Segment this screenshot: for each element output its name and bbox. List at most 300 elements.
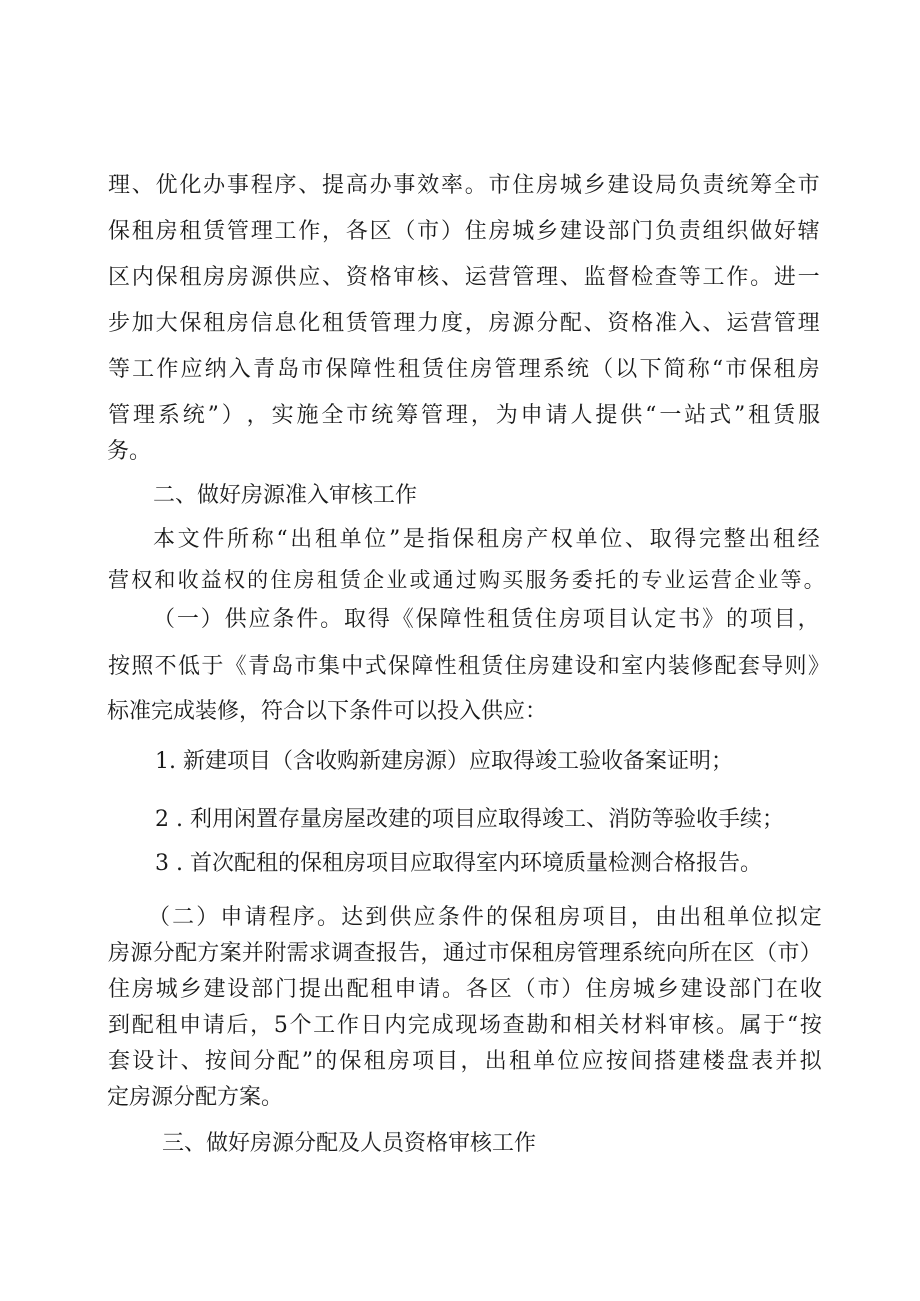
glyph: 托 — [594, 568, 616, 592]
glyph: 权 — [550, 527, 573, 552]
glyph: 请 — [545, 403, 568, 428]
glyph: 筹 — [396, 403, 419, 428]
glyph: 5 — [273, 1013, 288, 1038]
glyph: 运 — [726, 311, 749, 336]
glyph: 所 — [688, 941, 711, 966]
glyph: ） — [561, 977, 584, 1002]
glyph: 房 — [558, 905, 581, 930]
glyph: 和 — [597, 654, 620, 679]
glyph: 市 — [488, 173, 511, 198]
glyph: 房 — [387, 1049, 410, 1074]
glyph: 一 — [797, 265, 820, 290]
glyph: 房 — [797, 357, 820, 382]
glyph: 市 — [487, 941, 510, 966]
glyph: ” — [301, 1049, 313, 1074]
glyph: “ — [645, 403, 657, 428]
glyph: 城 — [155, 977, 178, 1002]
glyph: 一 — [176, 607, 199, 632]
glyph: 租 — [203, 311, 226, 336]
glyph: 保 — [509, 941, 532, 966]
glyph: ， — [630, 905, 653, 930]
glyph: 查 — [654, 265, 677, 290]
glyph: 和 — [154, 568, 176, 592]
glyph: 经 — [797, 527, 820, 552]
glyph: 的 — [726, 607, 749, 632]
glyph: 拟 — [775, 905, 798, 930]
glyph: 提 — [298, 977, 321, 1002]
glyph: 供 — [389, 905, 412, 930]
glyph: 理 — [518, 357, 541, 382]
glyph: 城 — [559, 173, 582, 198]
glyph: 房 — [470, 357, 493, 382]
glyph: ， — [420, 941, 443, 966]
glyph: 益 — [200, 568, 222, 592]
paragraph-line — [0, 939, 920, 969]
paragraph-line — [0, 217, 920, 247]
glyph: ） — [799, 941, 822, 966]
glyph: 工 — [702, 265, 725, 290]
glyph: 业 — [386, 568, 408, 592]
paragraph-line — [0, 605, 920, 635]
glyph: 住 — [504, 654, 527, 679]
glyph: 导 — [761, 654, 784, 679]
glyph: 收 — [177, 568, 199, 592]
glyph: 房 — [501, 527, 524, 552]
glyph: 房 — [155, 219, 178, 244]
glyph: 不 — [154, 654, 177, 679]
glyph: 管 — [773, 311, 796, 336]
glyph: 责 — [678, 219, 701, 244]
glyph: 过 — [465, 941, 488, 966]
glyph: “ — [711, 357, 724, 382]
glyph: 住 — [446, 357, 469, 382]
glyph: 供 — [620, 403, 643, 428]
glyph: 事 — [226, 173, 249, 198]
glyph: 套 — [108, 1049, 131, 1074]
glyph: 应 — [248, 607, 271, 632]
paragraph-line: 定房源分配方案。 — [107, 1085, 284, 1110]
glyph: 保 — [179, 311, 202, 336]
glyph: 大 — [155, 311, 178, 336]
glyph: 租 — [748, 403, 771, 428]
glyph: 租 — [508, 1049, 531, 1074]
glyph: 分 — [536, 311, 559, 336]
glyph: 收 — [799, 977, 822, 1002]
glyph: 按 — [108, 654, 131, 679]
glyph: 租 — [531, 941, 554, 966]
glyph: 建 — [607, 173, 630, 198]
glyph: 保 — [749, 357, 772, 382]
glyph: 以 — [615, 357, 638, 382]
glyph: 配 — [131, 1013, 154, 1038]
glyph: 、 — [702, 311, 725, 336]
glyph: 市 — [294, 654, 317, 679]
glyph: 赁 — [422, 357, 445, 382]
glyph: 则 — [784, 654, 807, 679]
glyph: 向 — [665, 941, 688, 966]
glyph: 督 — [607, 265, 630, 290]
glyph: 设 — [704, 977, 727, 1002]
glyph: 息 — [274, 311, 297, 336]
glyph: 完 — [698, 527, 721, 552]
glyph: 源 — [512, 311, 535, 336]
glyph: 保 — [325, 357, 348, 382]
glyph: 房 — [527, 654, 550, 679]
glyph: 定 — [799, 905, 822, 930]
glyph: 。 — [803, 568, 825, 592]
glyph: ， — [470, 403, 493, 428]
glyph: 保 — [387, 654, 410, 679]
glyph: 。 — [316, 905, 339, 930]
glyph: 取 — [344, 607, 367, 632]
glyph: 认 — [630, 607, 653, 632]
glyph: 项 — [582, 607, 605, 632]
glyph: 、 — [583, 311, 606, 336]
glyph: 出 — [484, 1049, 507, 1074]
glyph: 应 — [413, 905, 436, 930]
glyph: 中 — [341, 654, 364, 679]
paragraph-line — [0, 1047, 920, 1077]
glyph: 案 — [219, 941, 242, 966]
glyph: 营 — [750, 311, 773, 336]
glyph: 全 — [321, 403, 344, 428]
glyph: 房 — [554, 941, 577, 966]
glyph: 租 — [370, 977, 393, 1002]
glyph: 由 — [654, 905, 677, 930]
glyph: （ — [513, 977, 536, 1002]
glyph: 属 — [739, 1013, 762, 1038]
glyph: ， — [797, 607, 820, 632]
glyph: 盘 — [726, 1049, 749, 1074]
glyph: 运 — [464, 265, 487, 290]
glyph: 障 — [439, 607, 462, 632]
glyph: 书 — [678, 607, 701, 632]
glyph: 业 — [757, 568, 779, 592]
glyph: ” — [207, 403, 219, 428]
glyph: 管 — [226, 219, 249, 244]
glyph: 高 — [345, 173, 368, 198]
glyph: 检 — [631, 265, 654, 290]
glyph: 房 — [203, 265, 226, 290]
glyph: 房 — [488, 311, 511, 336]
glyph: 市 — [725, 357, 748, 382]
paragraph-line: 务。 — [107, 439, 152, 464]
glyph: 序 — [274, 173, 297, 198]
glyph: 市 — [537, 977, 560, 1002]
glyph: 保 — [415, 607, 438, 632]
glyph: 组 — [702, 219, 725, 244]
glyph: 告 — [398, 941, 421, 966]
glyph: （ — [591, 357, 614, 382]
glyph: 责 — [702, 173, 725, 198]
glyph: 务 — [548, 568, 570, 592]
glyph: 作 — [298, 219, 321, 244]
glyph: 间 — [630, 1049, 653, 1074]
glyph: 式 — [709, 403, 732, 428]
glyph: 办 — [369, 173, 392, 198]
glyph: 保 — [452, 527, 475, 552]
glyph: 按 — [204, 1049, 227, 1074]
glyph: 设 — [132, 1049, 155, 1074]
glyph: 资 — [607, 311, 630, 336]
glyph: 修 — [691, 654, 714, 679]
glyph: 事 — [393, 173, 416, 198]
glyph: 现 — [455, 1013, 478, 1038]
glyph: 条 — [437, 905, 460, 930]
glyph: 日 — [360, 1013, 383, 1038]
glyph: 买 — [502, 568, 524, 592]
glyph: 求 — [308, 941, 331, 966]
glyph: 楼 — [702, 1049, 725, 1074]
glyph: 建 — [551, 654, 574, 679]
glyph: 服 — [797, 403, 820, 428]
glyph: 城 — [512, 219, 535, 244]
glyph: 率 — [440, 173, 463, 198]
glyph: 设 — [227, 977, 250, 1002]
glyph: 建 — [203, 977, 226, 1002]
section-heading: 三、做好房源分配及人员资格审核工作 — [162, 1131, 537, 1156]
glyph: 套 — [737, 654, 760, 679]
glyph: 服 — [525, 568, 547, 592]
glyph: 统 — [726, 173, 749, 198]
glyph: 度 — [440, 311, 463, 336]
glyph: 查 — [502, 1013, 525, 1038]
glyph: 目 — [606, 905, 629, 930]
glyph: 赁 — [345, 311, 368, 336]
glyph: 或 — [409, 568, 431, 592]
glyph: 整 — [723, 527, 746, 552]
glyph: 部 — [251, 977, 274, 1002]
glyph: （ — [393, 219, 416, 244]
glyph: 租 — [179, 219, 202, 244]
glyph: 租 — [131, 219, 154, 244]
glyph: 装 — [667, 654, 690, 679]
glyph: 单 — [727, 905, 750, 930]
glyph: 运 — [687, 568, 709, 592]
glyph: 个 — [289, 1013, 312, 1038]
glyph: 调 — [331, 941, 354, 966]
glyph: 租 — [703, 905, 726, 930]
glyph: 称 — [687, 357, 710, 382]
glyph: 过 — [455, 568, 477, 592]
glyph: 出 — [748, 527, 771, 552]
glyph: 市 — [301, 357, 324, 382]
glyph: 障 — [411, 654, 434, 679]
glyph: 区 — [732, 941, 755, 966]
glyph: 请 — [418, 977, 441, 1002]
glyph: ， — [464, 311, 487, 336]
glyph: 乡 — [536, 219, 559, 244]
glyph: 设 — [583, 219, 606, 244]
glyph: 位 — [751, 905, 774, 930]
glyph: 监 — [583, 265, 606, 290]
glyph: 在 — [776, 977, 799, 1002]
glyph: 住 — [464, 219, 487, 244]
glyph: 入 — [228, 357, 251, 382]
glyph: 勘 — [526, 1013, 549, 1038]
glyph: 营 — [488, 265, 511, 290]
glyph: 区 — [108, 265, 131, 290]
glyph: 成 — [431, 1013, 454, 1038]
glyph: 设 — [574, 654, 597, 679]
glyph: ” — [388, 527, 401, 552]
glyph: 为 — [495, 403, 518, 428]
glyph: 租 — [773, 357, 796, 382]
glyph: 房 — [558, 607, 581, 632]
glyph: 房 — [226, 265, 249, 290]
glyph: 。 — [464, 173, 487, 198]
glyph: 性 — [463, 607, 486, 632]
paragraph-line — [0, 565, 920, 595]
glyph: 得 — [367, 607, 390, 632]
glyph: （ — [755, 941, 778, 966]
glyph: ） — [440, 219, 463, 244]
glyph: 系 — [157, 403, 180, 428]
list-item: 3 . 首次配租的保租房项目应取得室内环境质量检测合格报告。 — [155, 851, 762, 876]
glyph: 审 — [668, 1013, 691, 1038]
glyph: 。 — [715, 1013, 738, 1038]
glyph: 照 — [131, 654, 154, 679]
glyph: 件 — [202, 527, 225, 552]
glyph: 辖 — [797, 219, 820, 244]
glyph: （ — [153, 607, 176, 632]
glyph: 管 — [108, 403, 131, 428]
glyph: 相 — [573, 1013, 596, 1038]
glyph: ） — [196, 905, 219, 930]
glyph: 建 — [559, 219, 582, 244]
paragraph-line — [0, 171, 920, 201]
glyph: 管 — [369, 311, 392, 336]
glyph: 租 — [322, 311, 345, 336]
glyph: 租 — [363, 1049, 386, 1074]
paragraph-line — [0, 975, 920, 1005]
glyph: 准 — [654, 311, 677, 336]
glyph: 住 — [512, 173, 535, 198]
glyph: 赁 — [481, 654, 504, 679]
glyph: 一 — [659, 403, 682, 428]
glyph: 《 — [224, 654, 247, 679]
glyph: ” — [734, 403, 746, 428]
glyph: 件 — [296, 607, 319, 632]
glyph: 工 — [313, 1013, 336, 1038]
glyph: 的 — [315, 1049, 338, 1074]
glyph: 房 — [226, 311, 249, 336]
glyph: 称 — [251, 527, 274, 552]
glyph: 租 — [155, 1013, 178, 1038]
glyph: 申 — [394, 977, 417, 1002]
glyph: 》 — [807, 654, 830, 679]
glyph: 式 — [364, 654, 387, 679]
glyph: 住 — [535, 607, 558, 632]
paragraph-line: 标准完成装修，符合以下条件可以投入供应： — [107, 699, 548, 724]
glyph: 房 — [293, 568, 315, 592]
glyph: 办 — [203, 173, 226, 198]
glyph: 房 — [609, 977, 632, 1002]
glyph: 理 — [536, 265, 559, 290]
glyph: 通 — [432, 568, 454, 592]
glyph: 产 — [526, 527, 549, 552]
glyph: 住 — [108, 977, 131, 1002]
glyph: 乡 — [656, 977, 679, 1002]
glyph: 租 — [316, 568, 338, 592]
glyph: 的 — [618, 568, 640, 592]
glyph: 在 — [710, 941, 733, 966]
glyph: 二 — [172, 905, 195, 930]
glyph: 本 — [153, 527, 176, 552]
glyph: 实 — [271, 403, 294, 428]
glyph: 、 — [559, 265, 582, 290]
glyph: 提 — [322, 173, 345, 198]
glyph: 项 — [582, 905, 605, 930]
glyph: 。 — [320, 607, 343, 632]
glyph: 项 — [749, 607, 772, 632]
glyph: 加 — [131, 311, 154, 336]
glyph: 施 — [296, 403, 319, 428]
glyph: 出 — [322, 977, 345, 1002]
glyph: 申 — [220, 905, 243, 930]
glyph: 房 — [131, 977, 154, 1002]
glyph: 到 — [108, 1013, 131, 1038]
glyph: 工 — [132, 357, 155, 382]
glyph: 应 — [581, 1049, 604, 1074]
glyph: 件 — [461, 905, 484, 930]
glyph: 达 — [341, 905, 364, 930]
glyph: 、 — [131, 173, 154, 198]
paragraph-line — [0, 903, 920, 933]
glyph: 租 — [487, 607, 510, 632]
glyph: 好 — [773, 219, 796, 244]
glyph: 岛 — [277, 357, 300, 382]
glyph: 购 — [479, 568, 500, 592]
glyph: 纳 — [204, 357, 227, 382]
glyph: 定 — [654, 607, 677, 632]
glyph: 住 — [585, 977, 608, 1002]
paragraph-line — [0, 525, 920, 555]
glyph: 核 — [417, 265, 440, 290]
glyph: 权 — [223, 568, 245, 592]
glyph: 、 — [322, 265, 345, 290]
glyph: 管 — [576, 941, 599, 966]
glyph: 配 — [277, 1049, 300, 1074]
glyph: 内 — [384, 1013, 407, 1038]
glyph: 序 — [292, 905, 315, 930]
glyph: 营 — [710, 568, 732, 592]
paragraph-line — [0, 263, 920, 293]
glyph: 分 — [152, 941, 175, 966]
glyph: 化 — [298, 311, 321, 336]
glyph: 按 — [605, 1049, 628, 1074]
glyph: 租 — [314, 527, 337, 552]
glyph: 间 — [229, 1049, 252, 1074]
paragraph-line — [0, 401, 920, 431]
paragraph-line — [0, 1011, 920, 1041]
glyph: 保 — [510, 905, 533, 930]
glyph: 配 — [346, 977, 369, 1002]
paragraph-line — [0, 309, 920, 339]
glyph: 负 — [678, 173, 701, 198]
glyph: 所 — [227, 527, 250, 552]
glyph: 筹 — [750, 173, 773, 198]
glyph: 报 — [375, 941, 398, 966]
glyph: 并 — [241, 941, 264, 966]
glyph: 房 — [536, 173, 559, 198]
glyph: 赁 — [773, 403, 796, 428]
glyph: 理 — [250, 219, 273, 244]
glyph: 统 — [182, 403, 205, 428]
glyph: 通 — [442, 941, 465, 966]
glyph: 下 — [639, 357, 662, 382]
glyph: 房 — [108, 941, 131, 966]
